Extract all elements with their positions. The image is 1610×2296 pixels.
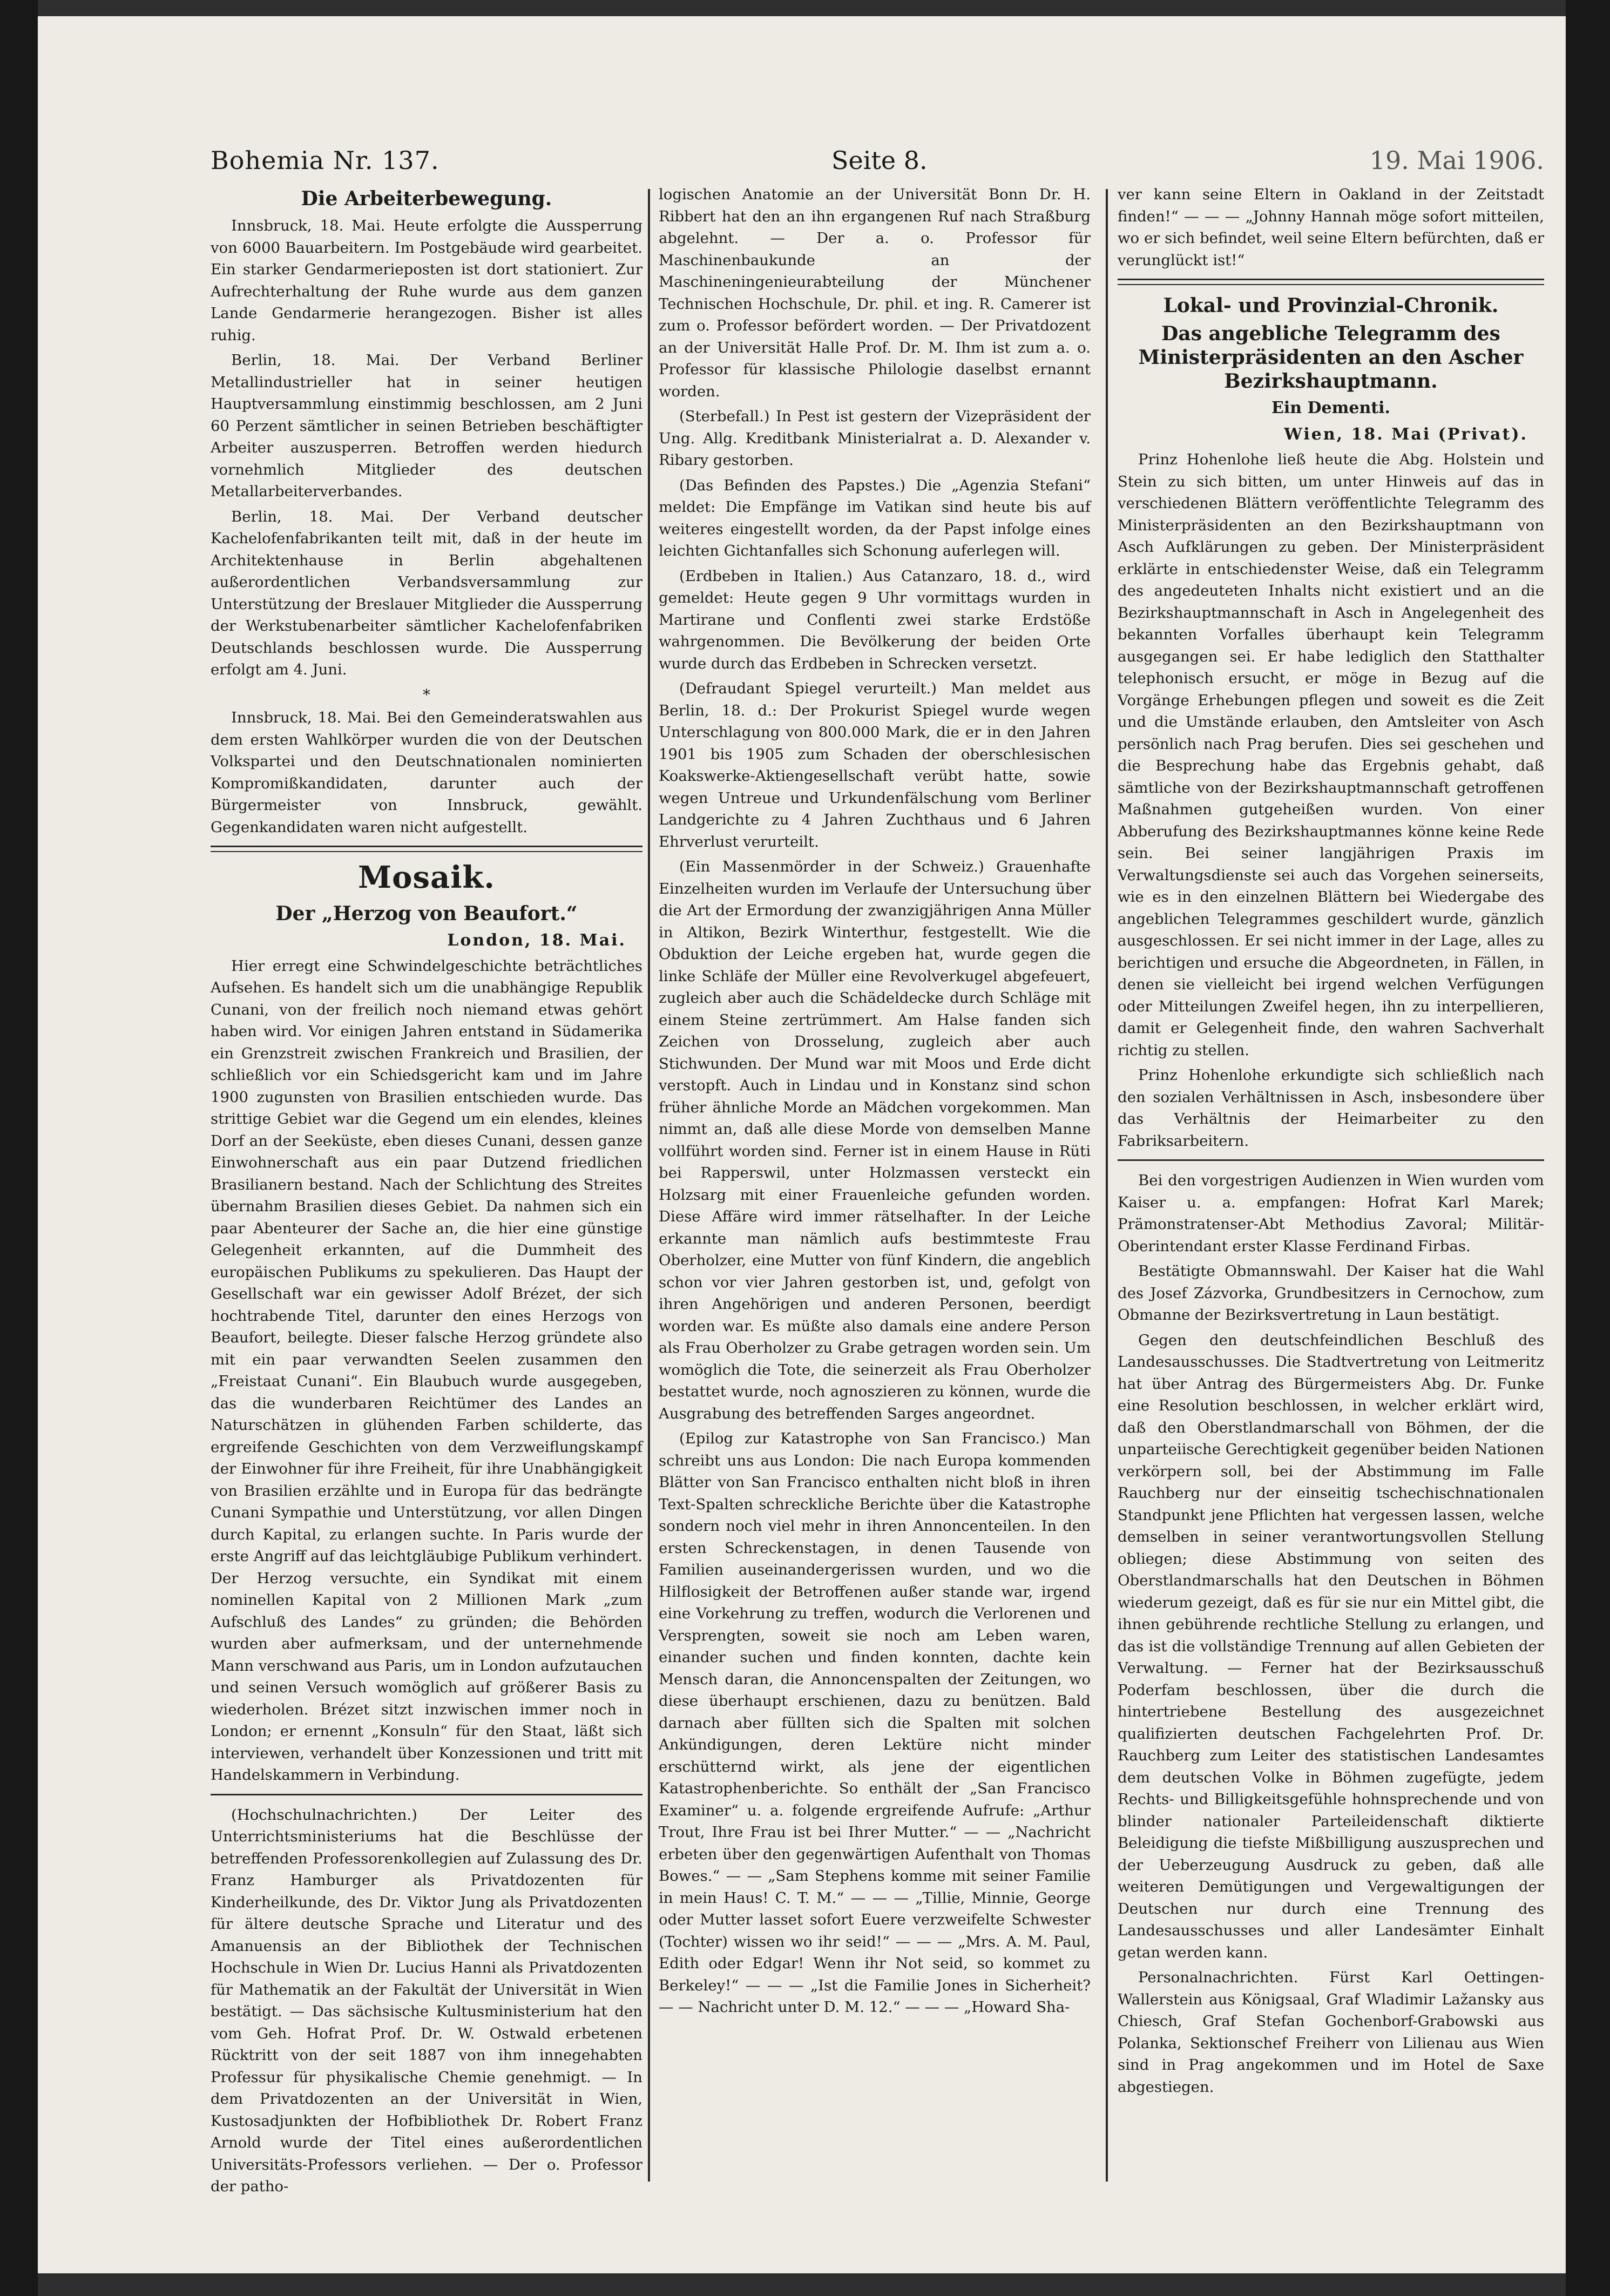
story-title-herzog: Der „Herzog von Beaufort.“ — [275, 902, 578, 925]
article-herzog-body: Hier erregt eine Schwindelgeschichte beträchtliches Aufsehen. Es handelt sich um die unabhängige Republik Cunani, von der freilich noch niemand etwas gehört haben wird. Vor einigen Jahren entstand in Südamerika ein Grenzstreit zwischen Frankreich und Brasilien, der schließlich vor ein Schiedsgericht kam und im Jahre 1900 zugunsten von Brasilien entschieden wurde. Das strittige Gebiet war die Gegend um ein elendes, kleines Dorf an der Seeküste, eben dieses Cunani, dessen ganze Einwohnerschaft aus ein paar Dutzend friedlichen Brasilianern bestand. Nach der Schlichtung des Streites übernahm Brasilien dieses Gebiet. Da nahmen sich ein paar Abenteurer der Sache an, die hier eine günstige Gelegenheit erkannten, auf die Dummheit des europäischen Publikums zu spekulieren. Das Haupt der Gesellschaft war ein gewisser Adolf Brézet, der sich hochtrabende Titel, darunter den eines Herzogs von Beaufort, beilegte. Dieser falsche Herzog gründete also mit ein paar verwandten Seelen zusammen den „Freistaat Cunani“. Ein Blaubuch wurde ausgegeben, das die wunderbaren Reichtümer des Landes an Naturschätzen in glühenden Farben schilderte, das ergreifende Geschichten von dem Verzweiflungskampf der Einwohner für ihre Freiheit, für ihre Unabhängigkeit von Brasilien erzählte und in Europa für das bedrängte Cunani Sympathie und Unterstützung, vor allen Dingen durch Kapital, zu erlangen suchte. In Paris wurde der erste Angriff auf das leichtgläubige Publikum verhindert. Der Herzog versuchte, ein Syndikat mit einem nominellen Kapital von 2 Millionen Mark „zum Aufschluß des Landes“ zu gründen; die Behörden wurden aber aufmerksam, und der unternehmende Mann verschwand aus Paris, um in London aufzutauchen und seinen Versuch womöglich auf größerer Basis zu wiederholen. Brézet sitzt inzwischen immer noch in London; er ernennt „Konsuln“ für den Staat, läßt sich interviewen, verhandelt über Konzessionen und tritt mit Handelskammern in Verbindung. — [211, 957, 642, 1784]
story-subtitle-dementi: Ein Dementi. — [1271, 399, 1390, 417]
article-epilog-san-francisco: (Epilog zur Katastrophe von San Francisco.) Man schreibt uns aus London: Die nach Europa kommenden Blätter von San Francisco enthalten nicht bloß in ihren Text-Spalten schreckliche Berichte über die Katastrophe sondern noch viel mehr in ihren Annoncenteilen. In den ersten Schreckenstagen, in denen Tausende von Familien auseinandergerissen wurden, und wo die Hilflosigkeit der Betroffenen außer stande war, irgend eine Vorkehrung zu treffen, wodurch die Verlorenen und Versprengten, soweit sie noch am Leben waren, einander suchen und finden konnten, dachte kein Mensch daran, die Annoncenspalten der Zeitungen, wo diese überhaupt erschienen, dazu zu benützen. Bald darnach aber füllten sich die Spalten mit solchen Ankündigungen, deren Lektüre nicht minder erschütternd wirkt, als jene der eigentlichen Katastrophenberichte. So enthält der „San Francisco Examiner“ u. a. folgende ergreifende Aufrufe: „Arthur Trout, Ihre Frau ist bei Ihrer Mutter.“ — — „Nachricht erbeten über den gegenwärtigen Aufenthalt von Thomas Bowes.“ — — „Sam Stephens komme mit seiner Familie in mein Haus! C. T. M.“ — — — „Tillie, Minnie, George oder Mutter lasset sofort Euere verzweifelte Schwester (Tochter) wissen wo ihr seid!“ — — — „Mrs. A. M. Paul, Edith oder Edgar! Wenn ihr Not seid, so kommet zu Berkeley!“ — — — „Ist die Familie Jones in Sicherheit? — — Nachricht unter D. M. 12.“ — — — „Howard Sha- — [659, 1430, 1091, 2016]
story-divider-audienzen — [1118, 1159, 1544, 1161]
article-audienzen: Bei den vorgestrigen Audienzen in Wien wurden vom Kaiser u. a. empfangen: Hofrat Karl Marek; Prämonstratenser-Abt Methodius Zavoral; Militär-Oberintendant erster Klasse Ferdinand Firbas. — [1118, 1172, 1544, 1255]
article-innsbruck-aussperrung: Innsbruck, 18. Mai. Heute erfolgte die Aussperrung von 6000 Bauarbeitern. Im Postgebäude wird gearbeitet. Ein starker Gendarmerieposten ist dort stationiert. Zur Aufrechterhaltung der Ruhe wurde aus dem ganzen Lande Gendarmerie herangezogen. Bisher ist alles ruhig. — [211, 217, 642, 344]
column-3 — [1118, 184, 1544, 2106]
article-obmannswahl: Bestätigte Obmannswahl. Der Kaiser hat die Wahl des Josef Zázvorka, Grundbesitzers in Cernochow, zum Obmanne der Bezirksvertretung in Laun bestätigt. — [1118, 1262, 1544, 1323]
section-divider — [211, 846, 642, 852]
column-rule-2 — [1106, 189, 1108, 2182]
article-landesausschuss: Gegen den deutschfeindlichen Beschluß des Landesausschusses. Die Stadtvertretung von Leitmeritz hat über Antrag des Bürgermeisters Abg. Dr. Funke eine Resolution beschlossen, in welcher erklärt wird, daß den Oberstlandmarschall von Böhmen, der die unparteiische Gerechtigkeit gegenüber beiden Nationen verkörpern soll, bei der Abstimmung im Falle Rauchberg nur der einseitig tschechischnationalen Standpunkt jene Pflichten hat vergessen lassen, welche demselben in seiner verantwortungsvollen Stellung obliegen; diese Abstimmung von seiten des Oberstlandmarschalls hat den Deutschen in Böhmen wiederum gezeigt, daß es für sie nur ein Mittel gibt, die ihnen gebührende rechtliche Stellung zu erlangen, und das ist die vollständige Trennung auf allen Gebieten der Verwaltung. — Ferner hat der Bezirksausschuß Poderfam beschlossen, über die durch die hintertriebene Bestellung des ausgezeichnet qualifizierten deutschen Fachgelehrten Prof. Dr. Rauchberg zum Leiter des statistischen Landesamtes dem deutschen Volke in Böhmen zugefügte, jedem Rechts- und Billigkeitsgefühle hohnsprechende und von blinder nationaler Parteileidenschaft diktierte Beleidigung die tiefste Mißbilligung auszusprechen und der Ueberzeugung Ausdruck zu geben, daß alle weiteren Demütigungen und Vergewaltigungen der Deutschen nur durch eine Trennung des Landesausschusses und aller Landesämter Einhalt getan werden kann. — [1118, 1331, 1544, 1961]
article-berlin-metall: Berlin, 18. Mai. Der Verband Berliner Metallindustrieller hat in seiner heutigen Hauptversammlung einstimmig beschlossen, am 2 Juni 60 Perzent sämtlicher in seinen Betrieben beschäftigter Arbeiter auszusperren. Betroffen werden hiedurch vornehmlich Mitglieder des deutschen Metallarbeiterverbandes. — [211, 352, 642, 500]
section-divider-lokal — [1118, 279, 1544, 285]
page-header — [167, 140, 1550, 189]
story-dateline-wien: Wien, 18. Mai (Privat). — [1284, 424, 1528, 444]
article-defraudant-spiegel: (Defraudant Spiegel verurteilt.) Man meldet aus Berlin, 18. d.: Der Prokurist Spiegel wurde wegen Unterschlagung von 800.000 Mark, die er in den Jahren 1901 bis 1905 zum Schaden der oberschlesischen Koakswerke-Aktiengesellschaft verübt hatte, sowie wegen Untreue und Urkundenfälschung vom Berliner Landgerichte zu 4 Jahren Zuchthaus und 6 Jahren Ehrverlust verurteilt. — [659, 680, 1091, 850]
article-innsbruck-wahlen: Innsbruck, 18. Mai. Bei den Gemeinderatswahlen aus dem ersten Wahlkörper wurden die von der Deutschen Volkspartei und den Deutschnationalen nominierten Kompromißkandidaten, darunter auch der Bürgermeister von Innsbruck, gewählt. Gegenkandidaten waren nicht aufgestellt. — [211, 709, 642, 836]
story-divider — [211, 1794, 642, 1795]
article-personalnachrichten: Personalnachrichten. Fürst Karl Oettingen-Wallerstein aus Königsaal, Graf Wladimir Lažansky aus Chiesch, Graf Stefan Gochenborf-Grabowski aus Polanka, Sektionschef Freiherr von Lilienau aus Wien sind in Prag angekommen und im Hotel de Saxe abgestiegen. — [1118, 1969, 1544, 2096]
masthead-issue: Bohemia Nr. 137. — [211, 146, 439, 175]
section-title-arbeiterbewegung: Die Arbeiterbewegung. — [301, 187, 552, 210]
scan-border-right — [1566, 0, 1610, 2296]
column-rule-1 — [648, 189, 650, 2182]
article-befinden-papst: (Das Befinden des Papstes.) Die „Agenzia Stefani“ meldet: Die Empfänge im Vatikan sind heute bis auf weiteres eingestellt worden, da der Papst infolge eines leichten Gichtanfalles sich Schonung auferlegen will. — [659, 476, 1091, 559]
article-hochschul-continued: logischen Anatomie an der Universität Bonn Dr. H. Ribbert hat den an ihn ergangenen Ruf nach Straßburg abgelehnt. — Der a. o. Professor für Maschinenbaukunde an der Maschineningenieurabteilung der Münchener Technischen Hochschule, Dr. phil. et ing. R. Camerer ist zum o. Professor befördert worden. — Der Privatdozent an der Universität Halle Prof. Dr. M. Ihm ist zum a. o. Professor für klassische Philologie daselbst ernannt worden. — [659, 186, 1091, 400]
article-sterbefall: (Sterbefall.) In Pest ist gestern der Vizepräsident der Ung. Allg. Kreditbank Ministerialrat a. D. Alexander v. Ribary gestorben. — [659, 408, 1091, 469]
section-title-mosaik: Mosaik. — [358, 860, 495, 895]
article-san-francisco-continued: ver kann seine Eltern in Oakland in der Zeitstadt finden!“ — — — „Johnny Hannah möge sofort mitteilen, wo er sich befindet, weil seine Eltern befürchten, daß er verunglückt ist!“ — [1118, 186, 1544, 269]
article-massenmoerder-schweiz: (Ein Massenmörder in der Schweiz.) Grauenhafte Einzelheiten wurden im Verlaufe der Untersuchung über die Art der Ermordung der zwanzigjährigen Anna Müller in Altikon, Bezirk Winterthur, festgestellt. Wie die Obduktion der Leiche ergeben hat, wurde gegen die linke Schläfe der Müller eine Revolverkugel abgefeuert, zugleich aber auch die Schädeldecke durch Schläge mit einem Steine zertrümmert. Am Halse fanden sich Zeichen von Drosselung, zugleich aber auch Stichwunden. Der Mund war mit Moos und Erde dicht verstopft. Auch in Lindau und in Konstanz sind schon früher ähnliche Morde an Mädchen vorgekommen. Man nimmt an, daß alle diese Morde von demselben Manne vollführt worden sind. Ferner ist in einem Hause in Rüti bei Rapperswil, unter Holzmassen versteckt ein Holzsarg mit einer Frauenleiche gefunden worden. Diese Affäre wird immer rätselhafter. In der Leiche erkannte man nämlich aufs bestimmteste Frau Oberholzer, eine Mutter von fünf Kindern, die angeblich schon vor vier Jahren gestorben ist, und, gefolgt von ihren Angehörigen und anderen Personen, beerdigt worden war. Es müßte also damals eine andere Person als Frau Oberholzer zu Grabe getragen worden sein. Um womöglich die Tote, die seinerzeit als Frau Oberholzer bestattet wurde, noch agnoszieren zu können, wurde die Ausgrabung des betreffenden Sarges angeordnet. — [659, 858, 1091, 1422]
separator-star: * — [423, 686, 430, 704]
page-number: Seite 8. — [831, 146, 928, 175]
column-2 — [659, 184, 1091, 2176]
article-hochschulnachrichten: (Hochschulnachrichten.) Der Leiter des Unterrichtsministeriums hat die Beschlüsse der betreffenden Professorenkollegien auf Zulassung des Dr. Franz Hamburger als Privatdozenten für Kinderheilkunde, des Dr. Viktor Jung als Privatdozenten für ältere deutsche Sprache und Literatur und des Amanuensis an der Bibliothek der Technischen Hochschule in Wien Dr. Lucius Hanni als Privatdozenten für Mathematik an der Fakultät der Universität in Wien bestätigt. — Das sächsische Kultusministerium hat den vom Geh. Hofrat Prof. Dr. W. Ostwald erbetenen Rücktritt von der seit 1887 von ihm innegehabten Professur für physikalische Chemie genehmigt. — In dem Privatdozenten an der Universität in Wien, Kustosadjunkten der Hofbibliothek Dr. Robert Franz Arnold wurde der Titel eines außerordentlichen Universitäts-Professors verliehen. — Der o. Professor der patho- — [211, 1806, 642, 2195]
page-date: 19. Mai 1906. — [1369, 146, 1544, 175]
section-title-lokal-chronik: Lokal- und Provinzial-Chronik. — [1163, 294, 1499, 317]
story-title-telegramm: Das angebliche Telegramm des Ministerpräsidenten an den Ascher Bezirkshauptmann. — [1138, 322, 1524, 393]
scan-border-left — [0, 0, 38, 2296]
article-telegramm-body: Prinz Hohenlohe ließ heute die Abg. Holstein und Stein zu sich bitten, um unter Hinweis auf das in verschiedenen Blättern veröffentlichte Telegramm des Ministerpräsidenten an den Bezirkshauptmann von Asch Aufklärungen zu geben. Der Ministerpräsident erklärte in entschiedenster Weise, daß ein Telegramm des angedeuteten Inhalts nicht existiert und an die Bezirkshauptmannschaft in Asch in Angelegenheit des bekannten Vorfalles überhaupt kein Telegramm ausgegangen sei. Er habe lediglich den Statthalter telephonisch ersucht, er möge in Bezug auf die Vorgänge Erhebungen pflegen und soweit es die Zeit und die Umstände erlauben, den Amtsleiter von Asch persönlich nach Prag berufen. Dies sei geschehen und die Besprechung habe das Ergebnis gehabt, daß sämtliche von der Bezirkshauptmannschaft getroffenen Maßnahmen gutgeheißen wurden. Von einer Abberufung des Bezirkshauptmannes könne keine Rede sein. Bei seiner langjährigen Praxis im Verwaltungsdienste sei auch das Vorgehen seinerseits, wie es in den einzelnen Blättern bei Wiedergabe des angeblichen Telegrammes geschildert wurde, gänzlich ausgeschlossen. Er sei nicht immer in der Lage, alles zu berichtigen und ersuche die Abgeordneten, in Fällen, in denen sie vielleicht bei irgend welchen Verfügungen oder Mitteilungen Zweifel hegen, ihn zu interpellieren, damit er Gelegenheit finde, den wahren Sachverhalt richtig zu stellen. — [1118, 451, 1544, 1059]
article-erdbeben-italien: (Erdbeben in Italien.) Aus Catanzaro, 18. d., wird gemeldet: Heute gegen 9 Uhr vormittags wurden in Martirane und Conflenti zwei starke Erdstöße wahrgenommen. Die Bevölkerung der beiden Orte wurde durch das Erdbeben in Schrecken versetzt. — [659, 567, 1091, 672]
column-1 — [211, 184, 642, 2195]
article-berlin-kachelofen: Berlin, 18. Mai. Der Verband deutscher Kachelofenfabrikanten teilt mit, daß in der heute im Architektenhause in Berlin abgehaltenen außerordentlichen Verbandsversammlung zur Unterstützung der Breslauer Mitglieder die Aussperrung der Werkstubenarbeiter sämtlicher Kachelofenfabriken Deutschlands beschlossen wurde. Die Aussperrung erfolgt am 4. Juni. — [211, 508, 642, 678]
story-dateline: London, 18. Mai. — [447, 931, 626, 950]
article-hohenlohe-asch: Prinz Hohenlohe erkundigte sich schließlich nach den sozialen Verhältnissen in Asch, insbesondere über das Verhältnis der Heimarbeiter zu den Fabriksarbeitern. — [1118, 1066, 1544, 1150]
